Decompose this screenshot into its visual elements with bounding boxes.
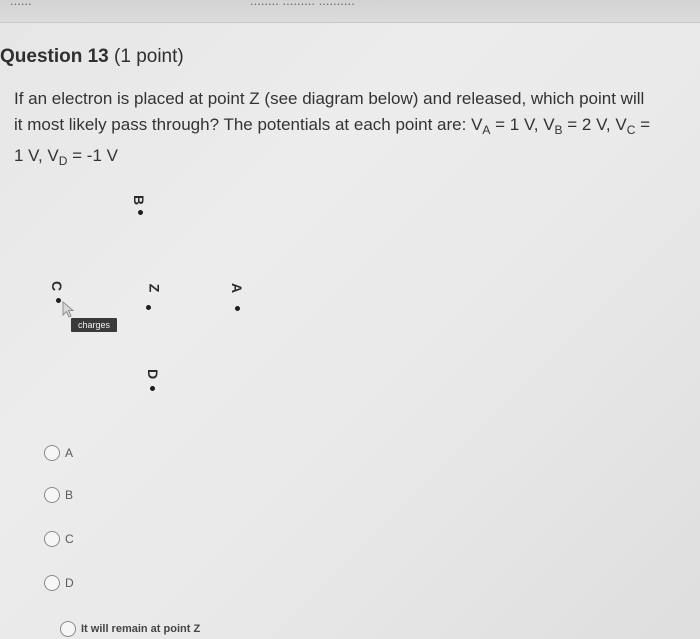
option-c-radio[interactable] <box>44 531 60 547</box>
top-strip <box>0 0 700 23</box>
question-prompt <box>14 86 684 174</box>
cursor-arrow-icon <box>62 301 76 319</box>
option-a[interactable] <box>44 445 73 461</box>
option-b-label: B <box>65 488 74 502</box>
point-d-label: D <box>145 368 162 380</box>
vc-subscript: C <box>626 123 636 137</box>
vd-subscript: D <box>58 154 68 168</box>
option-a-label: A <box>65 446 74 460</box>
point-b-label: B <box>131 194 148 206</box>
point-c-label: C <box>49 280 66 292</box>
top-strip-attempt-text: ........ ......... .......... <box>250 0 355 8</box>
question-points: (1 point) <box>114 46 184 67</box>
option-d[interactable] <box>44 575 74 591</box>
point-b-dot <box>138 210 143 215</box>
charges-tooltip: charges <box>71 318 117 332</box>
point-c-dot <box>56 298 61 303</box>
option-a-radio[interactable] <box>44 445 60 461</box>
top-strip-left-text: ...... <box>10 0 32 8</box>
option-b[interactable] <box>44 487 73 503</box>
option-remain-label: It will remain at point Z <box>81 623 201 635</box>
point-a-label: A <box>229 282 246 294</box>
point-diagram <box>0 180 700 420</box>
va-label: V <box>471 115 483 134</box>
option-b-radio[interactable] <box>44 487 60 503</box>
va-subscript: A <box>482 123 491 137</box>
question-number: Question 13 <box>0 46 109 67</box>
question-header <box>0 46 184 68</box>
option-remain-radio[interactable] <box>60 621 76 637</box>
vd-label: V <box>47 146 59 165</box>
question-text-line3: 1 V, <box>14 146 48 165</box>
vb-subscript: B <box>554 123 563 137</box>
option-d-label: D <box>65 576 74 590</box>
vc-label: V <box>615 115 627 134</box>
question-text-line1: If an electron is placed at point Z (see diagram below) and released, which point will <box>14 89 645 108</box>
option-d-radio[interactable] <box>44 575 60 591</box>
point-z-label: Z <box>146 283 163 293</box>
option-c[interactable] <box>44 531 74 547</box>
vc-value: = <box>635 115 651 134</box>
vb-value: = 2 V, <box>562 115 616 134</box>
point-z-dot <box>146 305 151 310</box>
vb-label: V <box>543 115 555 134</box>
point-a-dot <box>235 306 240 311</box>
option-remain[interactable] <box>60 621 200 637</box>
question-text-line2: it most likely pass through? The potentials at each point are: <box>14 115 472 134</box>
va-value: = 1 V, <box>490 115 544 134</box>
point-d-dot <box>150 386 155 391</box>
vd-value: = -1 V <box>67 146 118 165</box>
option-c-label: C <box>65 532 74 546</box>
